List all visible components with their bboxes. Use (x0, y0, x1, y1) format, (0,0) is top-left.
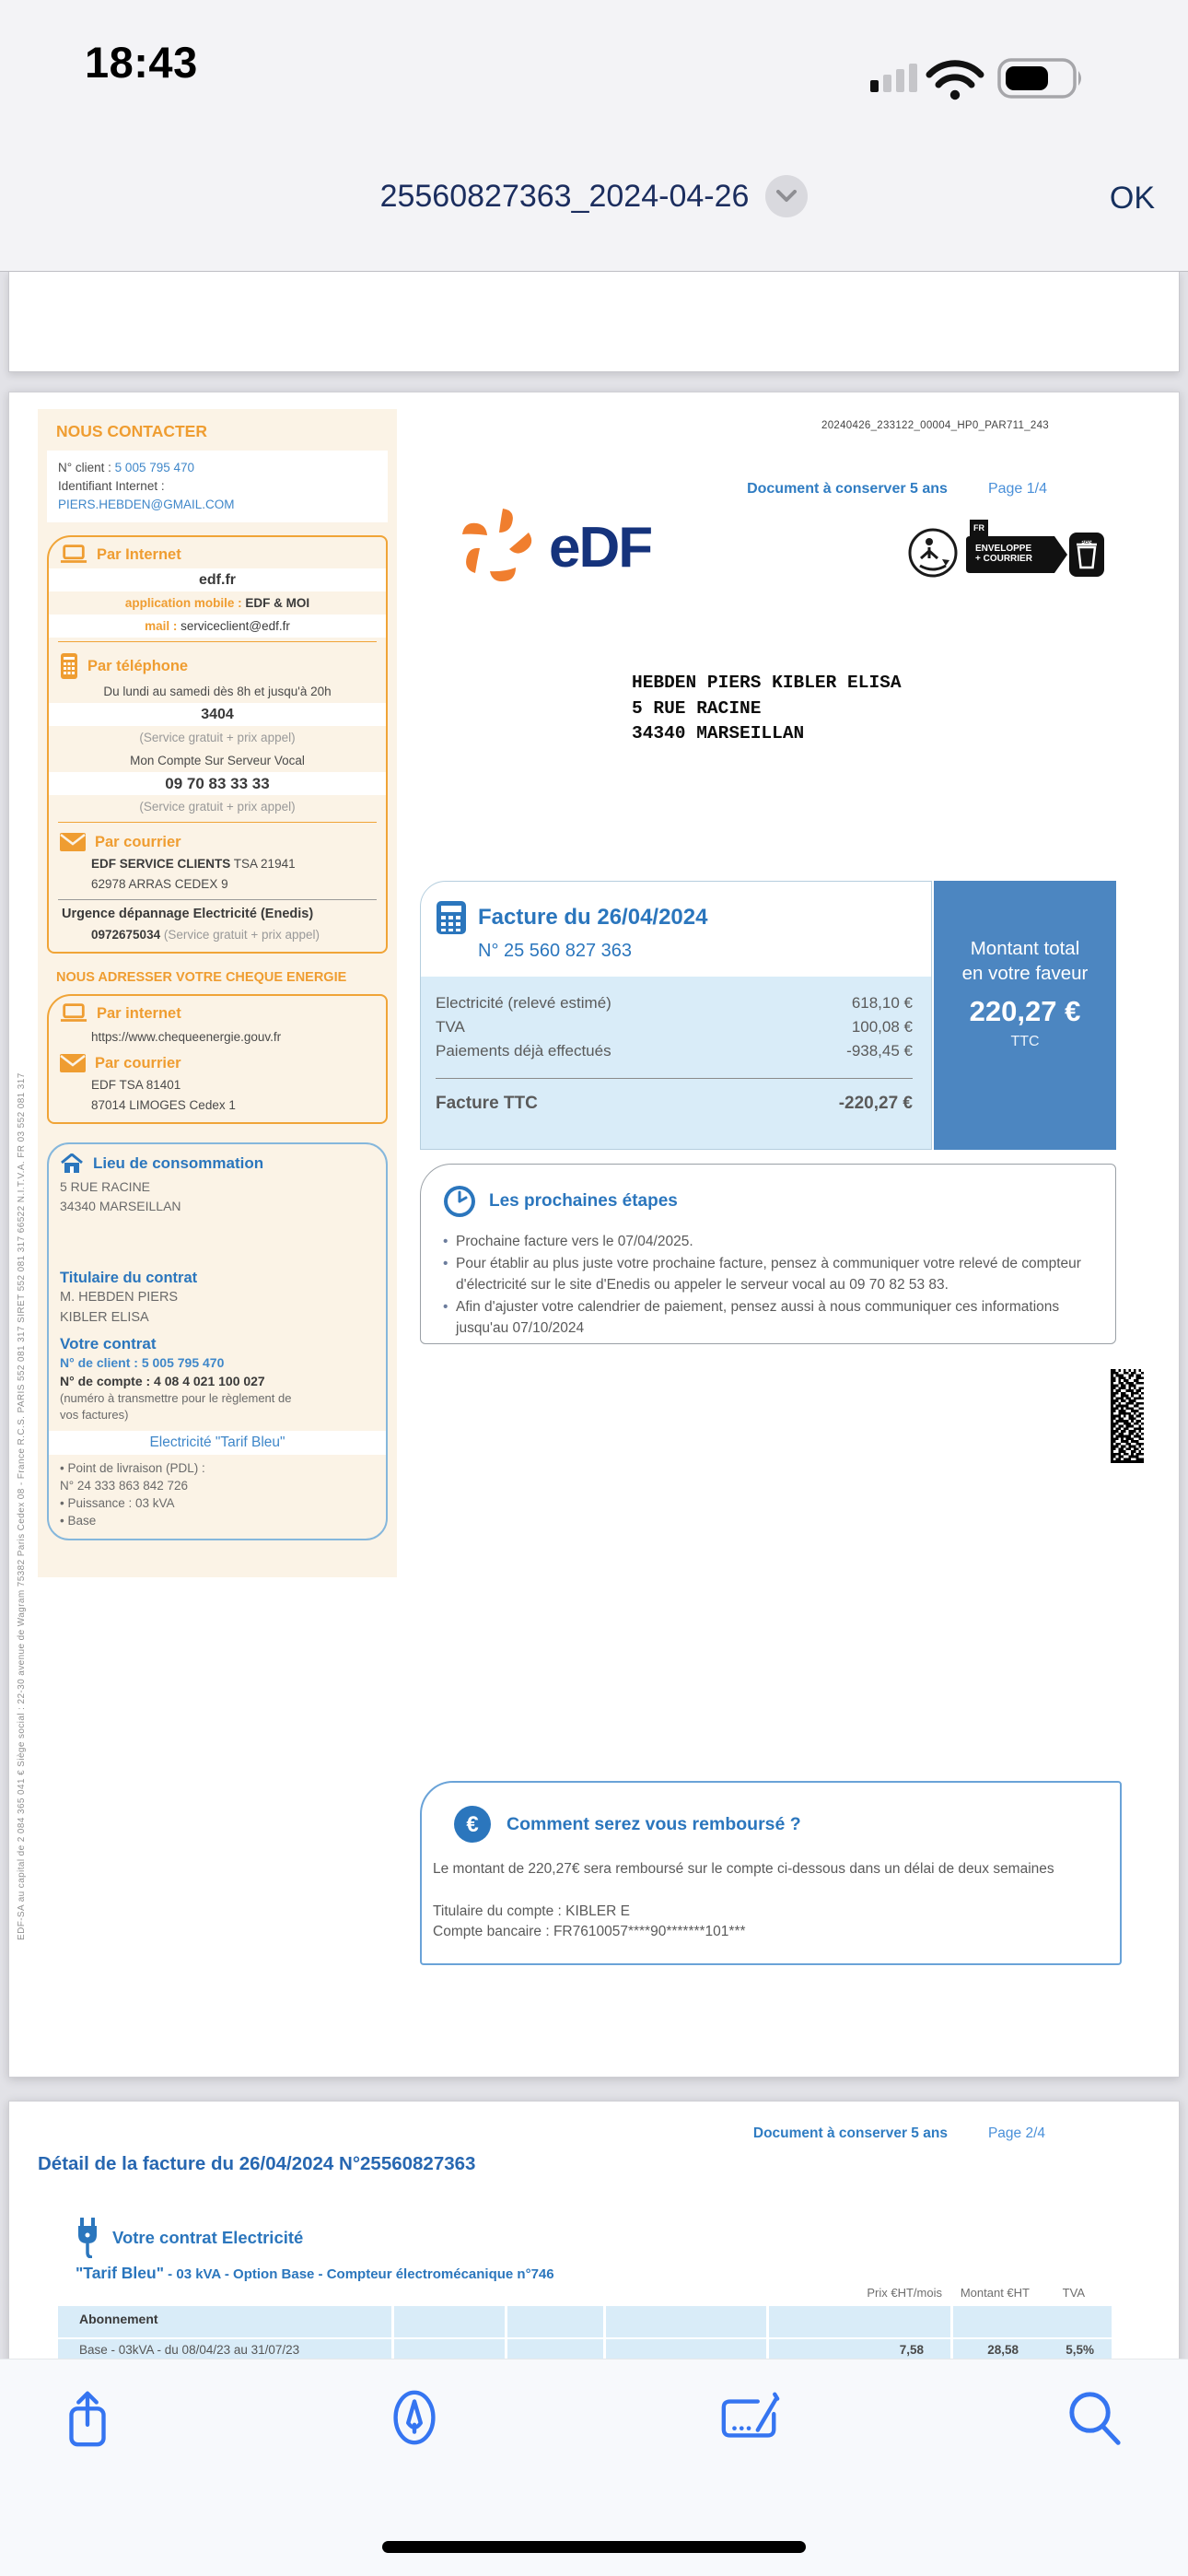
invoice-amount-rows (421, 977, 931, 1149)
divider (58, 822, 377, 823)
internet-id-label: Identifiant Internet : (58, 479, 165, 493)
invoice-number: N° 25 560 827 363 (478, 941, 633, 961)
place-address-2: 34340 MARSEILLAN (60, 1199, 181, 1213)
contact-sidebar (38, 409, 397, 1577)
place-address-1: 5 RUE RACINE (60, 1179, 151, 1194)
next-steps-header (421, 1165, 1115, 1218)
row-separator (58, 2337, 1112, 2339)
clock-icon (443, 1185, 476, 1218)
cheque-internet-title: Par internet (97, 1004, 181, 1022)
ok-button[interactable]: OK (1109, 181, 1155, 216)
document-title: 25560827363_2024-04-26 (379, 178, 750, 214)
cheque-address-2: 87014 LIMOGES Cedex 1 (91, 1098, 236, 1112)
col-header-tva: TVA (1062, 2286, 1085, 2300)
enveloppe-courrier-label (966, 520, 1106, 586)
bottom-toolbar (0, 2359, 1188, 2576)
row-label: TVA (436, 1018, 465, 1036)
col-header-amount: Montant €HT (960, 2286, 1030, 2300)
cheque-internet-header (49, 996, 386, 1027)
row-label: Paiements déjà effectués (436, 1042, 611, 1060)
urgence-note: (Service gratuit + prix appel) (163, 928, 320, 942)
keep-notice-row-2 (753, 2125, 1045, 2142)
place-header (60, 1153, 375, 1174)
laptop-icon (60, 544, 87, 566)
title-menu-button[interactable] (765, 175, 808, 217)
invoice-total-row (436, 1092, 913, 1116)
tariff-name: "Tarif Bleu" (76, 2264, 165, 2282)
keep-notice-row (747, 481, 1047, 498)
cheque-url: https://www.chequeenergie.gouv.fr (91, 1030, 282, 1044)
svg-text:€: € (466, 1812, 479, 1837)
invoice-summary-box (420, 881, 932, 1150)
internet-section-header (49, 537, 386, 568)
contract-title: Votre contrat (60, 1335, 157, 1352)
next-steps-box (420, 1164, 1116, 1344)
datamatrix-barcode (1111, 1369, 1144, 1463)
refund-body: Le montant de 220,27€ sera remboursé sur le compte ci-dessous dans un délai de deux semaines (433, 1861, 1054, 1877)
next-steps-list (441, 1231, 1097, 1340)
vocal-number: 09 70 83 33 33 (49, 772, 386, 795)
vocal-server-label: Mon Compte Sur Serveur Vocal (130, 754, 305, 767)
bin-text (1073, 538, 1101, 544)
internet-id-value: PIERS.HEBDEN@GMAIL.COM (58, 498, 235, 511)
invoice-row-tva (436, 1015, 913, 1039)
share-button[interactable] (55, 2385, 120, 2450)
holder-name-2: KIBLER ELISA (60, 1310, 149, 1325)
edf-service-bold: EDF SERVICE CLIENTS (91, 857, 231, 871)
fr-tag: FR (970, 520, 988, 536)
contract-account-number: N° de compte : 4 08 4 021 100 027 (60, 1374, 265, 1388)
refund-account: Compte bancaire : FR7610057****90*******101*** (433, 1924, 746, 1939)
spacer (60, 1216, 375, 1270)
mobile-app-label: application mobile : (124, 596, 246, 610)
phone-note-2: (Service gratuit + prix appel) (139, 800, 296, 814)
page-indicator-2: Page 2/4 (987, 2125, 1045, 2141)
account-note-1: (numéro à transmettre pour le règlement de (60, 1391, 292, 1405)
share-icon (55, 2385, 120, 2450)
contact-title: NOUS CONTACTER (56, 422, 207, 440)
print-reference: 20240426_233122_00004_HP0_PAR711_243 (821, 420, 1049, 431)
next-step-item: • Afin d'ajuster votre calendrier de paiement, pensez aussi à nous communiquer ces informations jusqu'au 07/10/2024 (441, 1296, 1097, 1340)
refund-header (422, 1783, 1120, 1844)
row-value: -938,45 € (846, 1042, 913, 1060)
edf-logo-text: eDF (549, 515, 652, 580)
urgence-number: 0972675034 (91, 928, 164, 942)
tariff-line (76, 2264, 554, 2283)
cheque-energie-title: NOUS ADRESSER VOTRE CHEQUE ENERGIE (56, 970, 347, 985)
edf-site: edf.fr (49, 568, 386, 591)
pdl-label: • Point de livraison (PDL) : (60, 1461, 205, 1475)
recipient-name: HEBDEN PIERS KIBLER ELISA (632, 673, 902, 693)
refund-title: Comment serez vous remboursé ? (507, 1813, 801, 1834)
eco-labels (907, 520, 1106, 586)
invoice-row-payments (436, 1039, 913, 1063)
edf-logo (451, 501, 651, 593)
form-fill-button[interactable] (718, 2385, 783, 2450)
keep-notice: Document à conserver 5 ans (747, 481, 948, 497)
holder-title: Titulaire du contrat (60, 1270, 198, 1286)
house-icon (60, 1153, 84, 1174)
contract-electricity-title: Votre contrat Electricité (112, 2228, 304, 2247)
top-chrome (0, 0, 1188, 272)
label-line-1: ENVELOPPE (975, 544, 1032, 554)
recipient-street: 5 RUE RACINE (632, 697, 762, 719)
pdl-value: N° 24 333 863 842 726 (60, 1479, 189, 1493)
home-indicator[interactable] (382, 2541, 806, 2553)
triman-recycle-icon (907, 527, 959, 579)
total-label: Facture TTC (436, 1094, 538, 1113)
phone-hours: Du lundi au samedi dès 8h et jusqu'à 20h (103, 685, 332, 698)
legal-sidebar-text: EDF-SA au capital de 2 084 365 041 € Siège social : 22-30 avenue de Wagram 75382 Paris Cedex 08 - France R.C.S. PARIS 552 081 317 SIRET 552 081 317 66522 N.I.T.V.A. FR 03 552 081 317 (17, 1072, 27, 1940)
cheque-mail-header (49, 1048, 386, 1075)
label-text (975, 544, 1032, 564)
divider (58, 641, 377, 642)
internet-section-title: Par Internet (97, 545, 181, 563)
banner-line-2: en votre faveur (961, 963, 1089, 984)
plug-icon (76, 2218, 99, 2258)
amount-banner (934, 881, 1116, 1150)
holder-name-1: M. HEBDEN PIERS (60, 1290, 179, 1305)
phone-section-header (49, 646, 386, 683)
next-step-item: • Pour établir au plus juste votre prochaine facture, pensez à communiquer votre relevé de compteur d'électricité sur le site d'Enedis ou appeler le serveur vocal au 09 70 82 53 83. (441, 1253, 1097, 1296)
tariff-details: - 03 kVA - Option Base - Compteur électromécanique n°746 (164, 2266, 554, 2282)
row-label: Electricité (relevé estimé) (436, 994, 611, 1012)
edf-service-address-1 (49, 854, 386, 874)
banner-line-1: Montant total (970, 938, 1080, 959)
tariff-band: Electricité "Tarif Bleu" (49, 1431, 386, 1455)
battery-icon (999, 60, 1081, 97)
label-line-2: + COURRIER (975, 554, 1032, 564)
keep-notice-2: Document à conserver 5 ans (752, 2125, 948, 2141)
client-number-line (58, 459, 377, 477)
row-value: 100,08 € (851, 1018, 913, 1036)
contract-electricity-header (76, 2218, 303, 2258)
account-note-2: vos factures) (60, 1408, 129, 1422)
client-info-box (47, 451, 388, 522)
search-icon (1063, 2385, 1127, 2450)
search-button[interactable] (1063, 2385, 1127, 2450)
markup-icon (382, 2385, 447, 2450)
mail-line (49, 615, 386, 638)
col-header-price: Prix €HT/mois (867, 2286, 942, 2300)
mail-section-header (49, 826, 386, 854)
refund-box (420, 1781, 1122, 1965)
next-step-item: • Prochaine facture vers le 07/04/2025. (441, 1231, 1097, 1253)
base-line: • Base (60, 1514, 97, 1528)
chevron-down-icon (776, 190, 797, 203)
cheque-address-1: EDF TSA 81401 (91, 1078, 181, 1092)
recipient-address-block (632, 671, 902, 747)
edf-flame-icon (451, 501, 543, 593)
banner-amount: 220,27 € (969, 995, 1081, 1027)
euro-coin-icon (453, 1805, 492, 1844)
bin-line-1: BAC (1079, 538, 1094, 544)
form-fill-icon (718, 2385, 783, 2450)
consumption-box (47, 1142, 388, 1540)
client-number-value: 5 005 795 470 (114, 461, 195, 474)
status-icons (870, 48, 1084, 103)
edf-service-address-2: 62978 ARRAS CEDEX 9 (91, 877, 228, 891)
phone-section-title: Par téléphone (87, 657, 189, 674)
status-time: 18:43 (85, 38, 198, 87)
cheque-mail-title: Par courrier (95, 1054, 181, 1071)
mail-label: mail : (145, 619, 181, 633)
cellular-signal-icon (870, 64, 917, 92)
recipient-city: 34340 MARSEILLAN (632, 723, 805, 744)
total-value: -220,27 € (838, 1094, 913, 1113)
client-number-label: N° client : (58, 461, 115, 474)
base-row-label: Base - 03kVA - du 08/04/23 au 31/07/23 (79, 2343, 300, 2357)
mail-value: serviceclient@edf.fr (181, 619, 290, 633)
previous-page-fragment[interactable] (8, 272, 1180, 372)
pdf-page-1[interactable] (8, 392, 1180, 2078)
section-abonnement: Abonnement (79, 2312, 158, 2326)
envelope-icon (60, 833, 86, 851)
refund-holder: Titulaire du compte : KIBLER E (433, 1903, 630, 1919)
place-title: Lieu de consommation (93, 1154, 264, 1172)
base-row-tva: 5,5% (1066, 2343, 1094, 2357)
markup-button[interactable] (382, 2385, 447, 2450)
refund-account-block (433, 1902, 1105, 1942)
wifi-icon (929, 64, 981, 100)
cheque-energie-box (47, 994, 388, 1124)
row-value: 618,10 € (851, 994, 913, 1012)
base-row-amount: 28,58 (987, 2343, 1019, 2357)
nav-title-group (0, 175, 1188, 217)
divider (58, 899, 377, 900)
mail-section-title: Par courrier (95, 833, 181, 850)
urgence-number-line (49, 921, 386, 952)
edf-service-rest: TSA 21941 (230, 857, 296, 871)
phone-note: (Service gratuit + prix appel) (139, 731, 296, 744)
mobile-app-value: EDF & MOI (245, 596, 310, 610)
banner-ttc: TTC (1010, 1034, 1040, 1049)
mobile-phone-icon (60, 652, 78, 680)
total-divider (436, 1078, 913, 1079)
mobile-app-line (49, 591, 386, 615)
contact-channels-box (47, 535, 388, 954)
pdf-page-2[interactable] (8, 2101, 1180, 2370)
invoice-title: Facture du 26/04/2024 (478, 905, 708, 930)
base-row-price: 7,58 (899, 2343, 924, 2357)
envelope-icon (60, 1054, 86, 1072)
invoice-row-electricity (436, 991, 913, 1015)
urgence-title: Urgence dépannage Electricité (Enedis) (62, 907, 314, 921)
detail-title: Détail de la facture du 26/04/2024 N°25560827363 (38, 2153, 476, 2174)
page-indicator: Page 1/4 (987, 481, 1047, 497)
laptop-icon (60, 1002, 87, 1025)
invoice-title-row (421, 882, 931, 935)
next-steps-title: Les prochaines étapes (489, 1191, 678, 1211)
power-line: • Puissance : 03 kVA (60, 1496, 175, 1510)
short-number: 3404 (49, 703, 386, 726)
calculator-icon (436, 900, 467, 935)
contract-client-number: N° de client : 5 005 795 470 (60, 1355, 225, 1370)
